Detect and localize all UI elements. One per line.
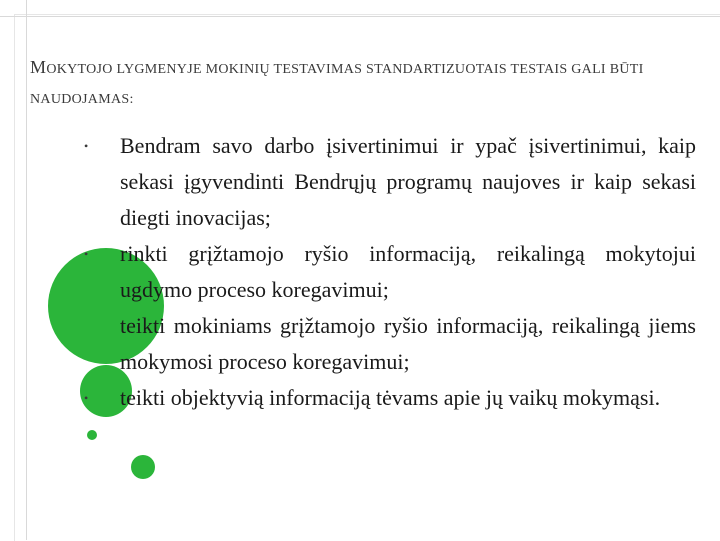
bullet-icon: • — [84, 391, 89, 405]
slide-title-rest: OKYTOJO LYGMENYJE MOKINIŲ TESTAVIMAS STANDARTIZUOTAIS TESTAIS GALI BŪTI NAUDOJAMAS: — [30, 62, 644, 107]
bullet-list — [84, 128, 696, 416]
decorative-circle-small — [131, 455, 155, 479]
list-item — [84, 236, 696, 308]
decorative-vertical-line — [26, 0, 27, 540]
slide-title — [30, 52, 700, 115]
decorative-horizontal-line — [0, 16, 720, 17]
list-item-text: teikti objektyvią informaciją tėvams apie jų vaikų mokymąsi. — [120, 385, 661, 410]
list-item-text: teikti mokiniams grįžtamojo ryšio informaciją, reikalingą jiems mokymosi proceso koregavimui; — [120, 313, 696, 374]
list-item-text: Bendram savo darbo įsivertinimui ir ypač įsivertinimui, kaip sekasi įgyvendinti Bendrųjų programų naujoves ir kaip sekasi diegti inovacijas; — [120, 133, 696, 230]
list-item — [84, 380, 696, 416]
bullet-icon: • — [84, 247, 89, 261]
decorative-circle-tiny — [87, 430, 97, 440]
list-item — [84, 128, 696, 236]
slide-title-initial: M — [30, 57, 47, 77]
bullet-icon: • — [84, 139, 89, 153]
list-item — [84, 308, 696, 380]
list-item-text: rinkti grįžtamojo ryšio informaciją, reikalingą mokytojui ugdymo proceso koregavimui; — [120, 241, 696, 302]
